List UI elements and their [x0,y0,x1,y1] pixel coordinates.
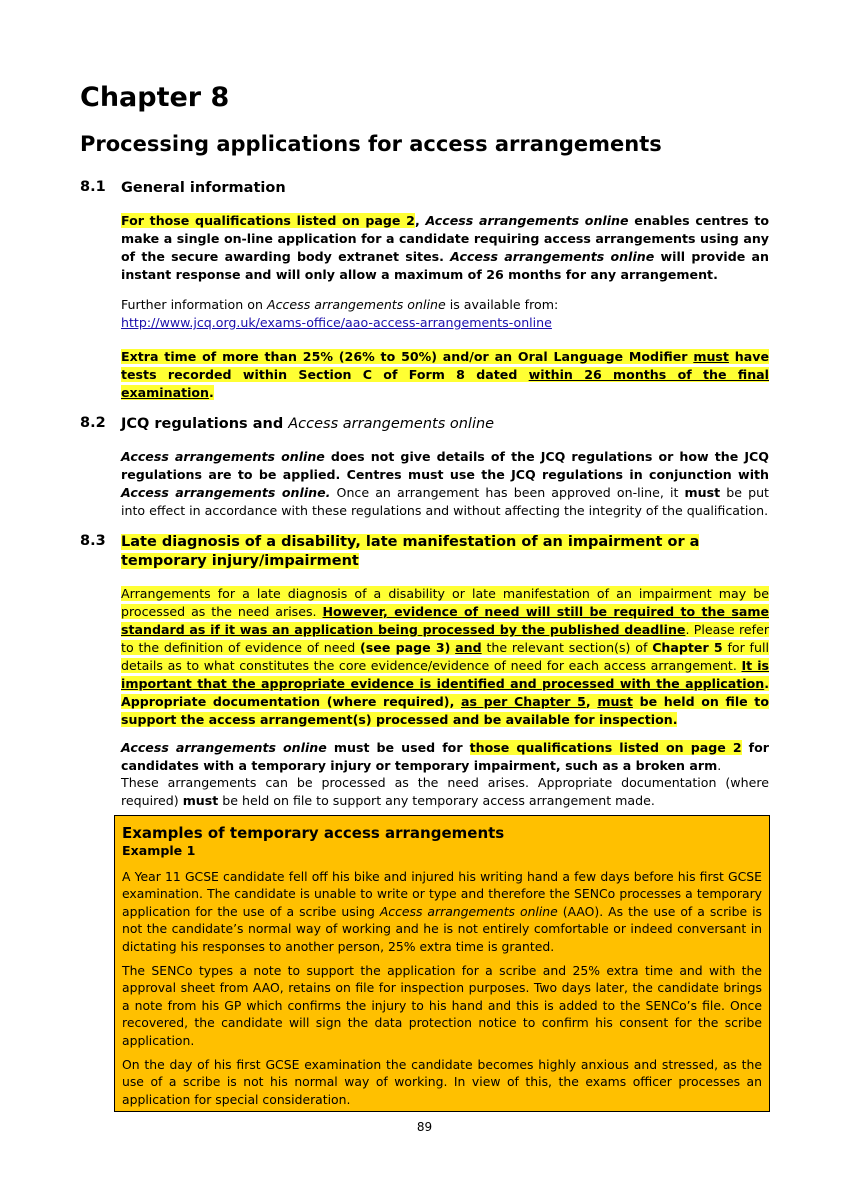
section-8-1-para-3: Extra time of more than 25% (26% to 50%) and/or an Oral Language Modifier must have tests recorded within Section C of Form 8 dated within 26 months of the final examination. [121,349,770,400]
section-8-3-para-1: Arrangements for a late diagnosis of a disability or late manifestation of an impairment may be processed as the need arises. However, evidence of need will still be required to the same standard as if it was an application being processed by the published deadline. Please refer to the definition of evidence of need (see page 3) and the relevant section(s) of Chapter 5 for full details as to what constitutes the core evidence/evidence of need for each access arrangement. It is important that the appropriate evidence is identified and processed with the application. Appropriate documentation (where required), as per Chapter 5, must be held on file to support the access arrangement(s) processed and be available for inspection. [121,586,770,727]
examples-box [114,815,770,1112]
page-title: Processing applications for access arrangements [80,132,662,156]
section-8-1-heading [80,179,770,198]
page-number: 89 [416,1120,433,1134]
section-8-3-para-3: These arrangements can be processed as the need arises. Appropriate documentation (where required) must be held on file to support any temporary access arrangement made. [121,775,769,808]
examples-heading: Examples of temporary access arrangements [122,824,505,842]
example-para-2: The SENCo types a note to support the application for a scribe and 25% extra time and with the approval sheet from AAO, retains on file for inspection purposes. Two days later, the candidate brings a note from his GP which confirms the injury to his hand and this is added to the SENCo’s file. Once recovered, the candidate will sign the data protection notice to confirm his consent for the scribe application. [122,963,762,1048]
section-8-3-heading: 8.3 Late diagnosis of a disability, late manifestation of an impairment or a temporary injury/impairment [80,533,700,569]
example-para-3: On the day of his first GCSE examination the candidate becomes highly anxious and stressed, as the use of a scribe is not his normal way of working. In view of this, the exams officer processes an application for special consideration. [122,1057,762,1107]
aao-link[interactable]: http://www.jcq.org.uk/exams-office/aao-access-arrangements-online [121,315,552,330]
section-8-2-heading: 8.2 JCQ regulations and Access arrangements online [80,415,495,432]
section-number: 8.3 [80,533,106,549]
section-number: 8.2 [80,415,106,431]
section-8-2-para-1: Access arrangements online does not give details of the JCQ regulations or how the JCQ regulations are to be applied. Centres must use the JCQ regulations in conjunction with Access arrangements online. Once an arrangement has been approved on-line, it must be put into effect in accordance with these regulations and without affecting the integrity of the qualification. [121,449,770,518]
chapter-heading: Chapter 8 [80,82,230,113]
section-title: General information [121,180,286,196]
section-8-1-para-2: Further information on Access arrangements online is available from: http://www.jcq.org.uk/exams-office/aao-access-arrangements-online [121,297,559,330]
section-8-1-para-1: For those qualifications listed on page 2, Access arrangements online enables centres to make a single on-line application for a candidate requiring access arrangements using any of the secure awarding body extranet sites. Access arrangements online will provide an instant response and will only allow a maximum of 26 months for any arrangement. [121,213,769,282]
section-8-3-para-2: Access arrangements online must be used for those qualifications listed on page 2 for candidates with a temporary injury or temporary impairment, such as a broken arm. [121,740,769,773]
example-para-1: A Year 11 GCSE candidate fell off his bike and injured his writing hand a few days before his first GCSE examination. The candidate is unable to write or type and therefore the SENCo processes a temporary application for the use of a scribe using Access arrangements online (AAO). As the use of a scribe is not the candidate’s normal way of working and he is not entirely comfortable or indeed conversant in dictating his responses to another person, 25% extra time is granted. [122,869,762,954]
section-number: 8.1 [80,179,106,195]
example-1-label: Example 1 [122,843,196,858]
